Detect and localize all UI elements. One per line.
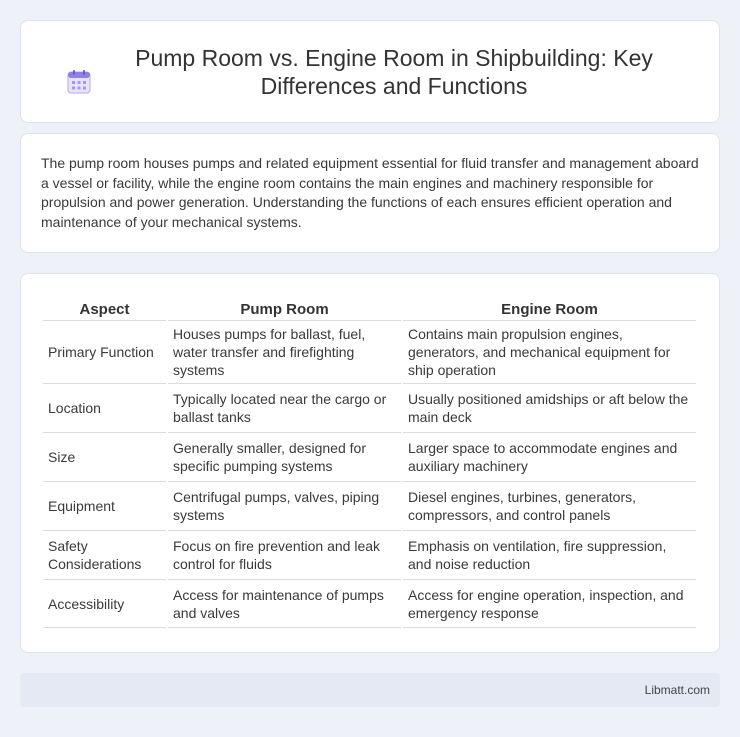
table-cell-engine-room: Contains main propulsion engines, generators, and mechanical equipment for ship operation [403,320,696,383]
column-header-pump-room: Pump Room [240,301,329,318]
table-cell-aspect: Equipment [43,481,166,530]
column-header-aspect: Aspect [79,301,130,318]
table-row [43,320,696,383]
table-row [43,383,696,432]
table-cell-aspect: Primary Function [43,320,166,383]
table-cell-engine-room: Usually positioned amidships or aft below the main deck [403,383,696,432]
table-cell-pump-room: Access for maintenance of pumps and valves [168,579,401,628]
table-header-row [43,294,696,320]
table-cell-pump-room: Typically located near the cargo or ballast tanks [168,383,401,432]
table-cell-aspect: Location [43,383,166,432]
table-row [43,579,696,628]
table-cell-engine-room: Larger space to accommodate engines and auxiliary machinery [403,432,696,481]
comparison-table-card [20,273,720,653]
table-cell-engine-room: Access for engine operation, inspection, and emergency response [403,579,696,628]
page-title: Pump Room vs. Engine Room in Shipbuilding: Key Differences and Functions [135,44,653,99]
table-cell-pump-room: Houses pumps for ballast, fuel, water transfer and firefighting systems [168,320,401,383]
table-cell-pump-room: Centrifugal pumps, valves, piping systems [168,481,401,530]
table-row [43,432,696,481]
table-cell-aspect: Safety Considerations [43,530,166,579]
intro-card [20,133,720,253]
table-cell-engine-room: Diesel engines, turbines, generators, compressors, and control panels [403,481,696,530]
table-cell-engine-room: Emphasis on ventilation, fire suppression, and noise reduction [403,530,696,579]
intro-text: The pump room houses pumps and related equipment essential for fluid transfer and management aboard a vessel or facility, while the engine room contains the main engines and machinery responsible for propulsion and power generation. Understanding the functions of each ensures efficient operation and maintenance of your mechanical systems. [41,155,699,230]
footer-brand: Libmatt.com [644,683,710,697]
table-row [43,530,696,579]
header-card [20,20,720,123]
table-cell-pump-room: Generally smaller, designed for specific pumping systems [168,432,401,481]
table-cell-aspect: Size [43,432,166,481]
table-cell-aspect: Accessibility [43,579,166,628]
table-cell-pump-room: Focus on fire prevention and leak control for fluids [168,530,401,579]
footer [20,673,720,707]
column-header-engine-room: Engine Room [501,301,598,318]
table-row [43,481,696,530]
calendar-icon [66,69,92,95]
comparison-table [41,294,698,628]
